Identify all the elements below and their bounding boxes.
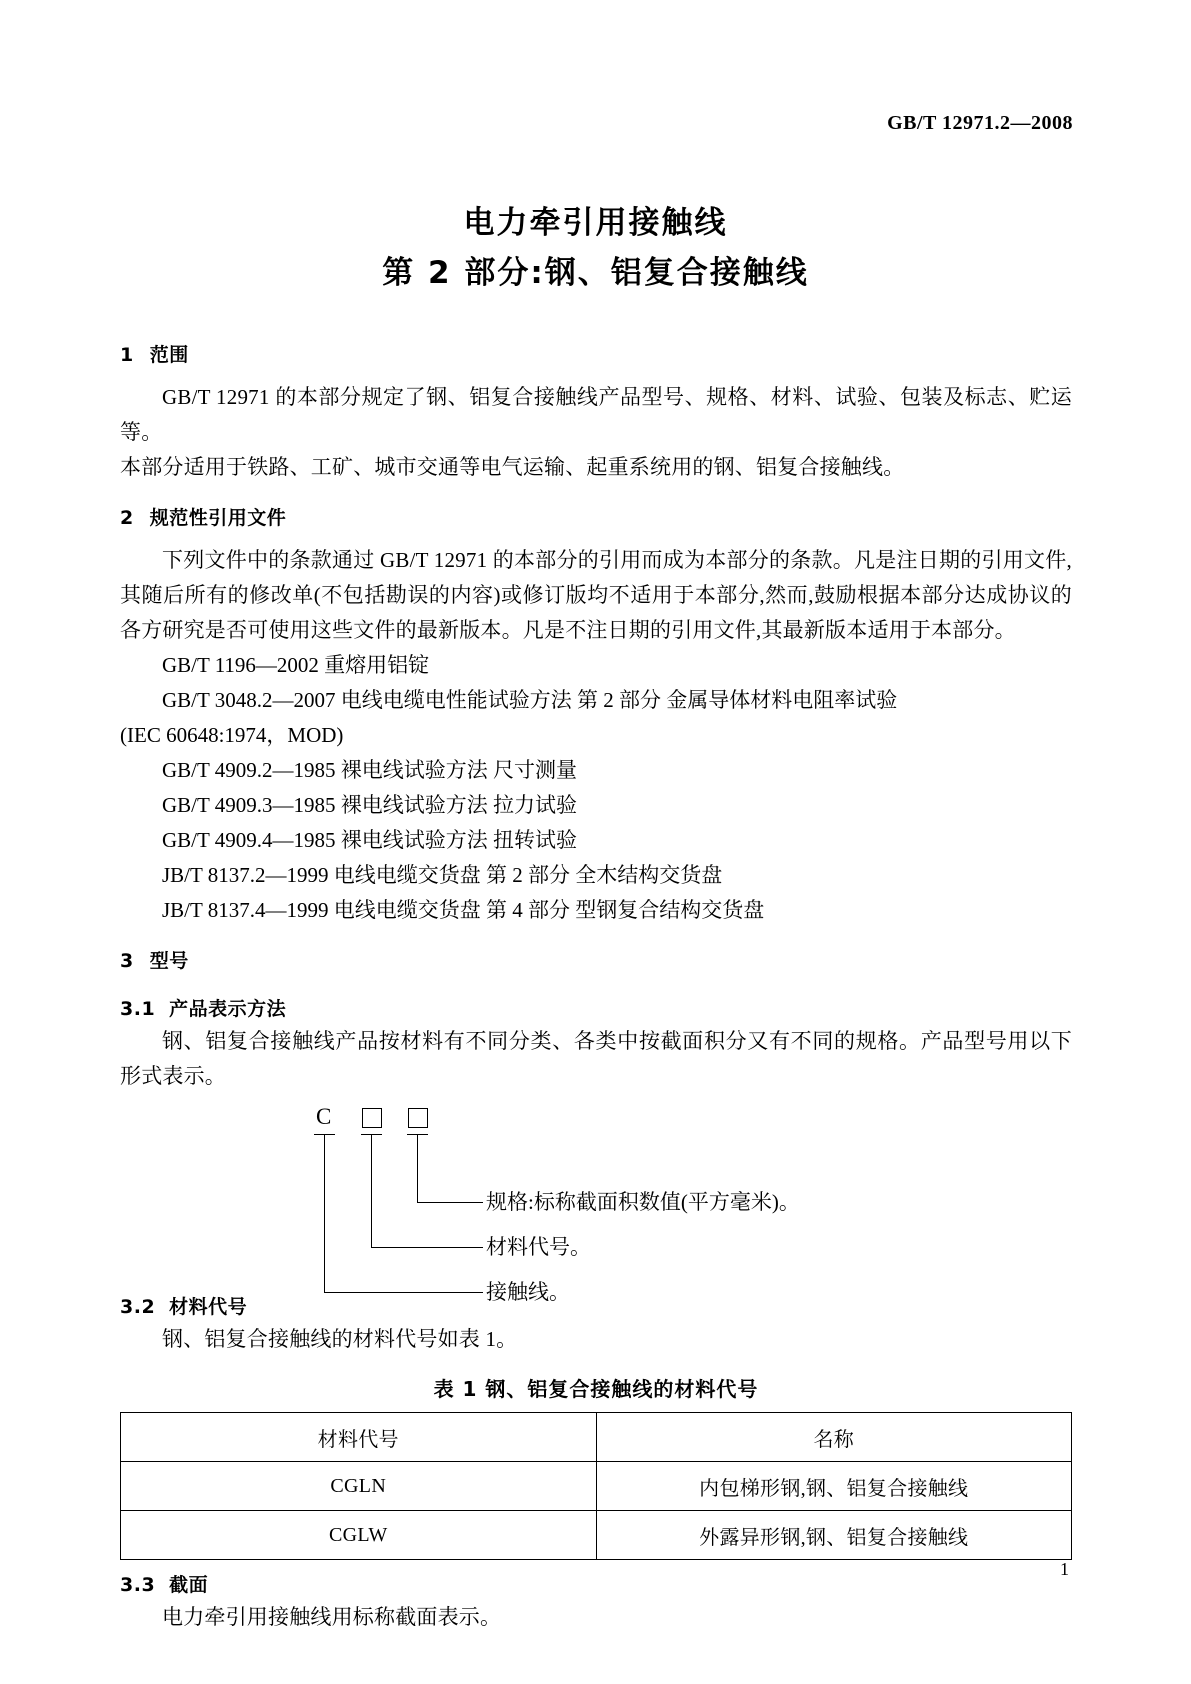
product-designation-diagram (120, 1104, 1072, 1304)
normative-reference-item: GB/T 1196—2002 重熔用铝锭 (162, 653, 430, 677)
normative-reference-item: GB/T 4909.2—1985 裸电线试验方法 尺寸测量 (162, 758, 577, 782)
designation-label-material: 材料代号。 (486, 1235, 591, 1259)
section-number-3-2: 3.2 (120, 1296, 156, 1318)
table-row (121, 1462, 1072, 1511)
designation-box-material (362, 1108, 382, 1128)
table-cell-code: CGLW (121, 1511, 597, 1560)
section-number-3: 3 (120, 950, 134, 972)
leader-cap-material (361, 1134, 382, 1135)
title-block (0, 198, 1191, 298)
section-heading-1 (120, 340, 1072, 370)
section-3-1-paragraph: 钢、铝复合接触线产品按材料有不同分类、各类中按截面积分又有不同的规格。产品型号用以下形式表示。 (120, 1029, 1072, 1088)
table-column-header-name: 名称 (596, 1413, 1072, 1462)
section-heading-3-3 (120, 1570, 1072, 1600)
document-title-line-1: 电力牵引用接触线 (463, 205, 728, 241)
table-1-material-codes (120, 1412, 1072, 1560)
table-header-row (121, 1413, 1072, 1462)
section-3-3-paragraph: 电力牵引用接触线用标称截面表示。 (162, 1605, 502, 1629)
table-column-header-code: 材料代号 (121, 1413, 597, 1462)
section-number-3-1: 3.1 (120, 998, 156, 1020)
page-number: 1 (1060, 1559, 1069, 1579)
table-cell-name: 内包梯形钢,钢、铝复合接触线 (596, 1462, 1072, 1511)
section-title-2: 规范性引用文件 (149, 507, 287, 529)
section-3-2-paragraph: 钢、铝复合接触线的材料代号如表 1。 (162, 1327, 518, 1351)
section-heading-2 (120, 503, 1072, 533)
leader-line-wire-horizontal (324, 1292, 483, 1293)
document-header (887, 112, 1073, 135)
section-2-paragraph: 下列文件中的条款通过 GB/T 12971 的本部分的引用而成为本部分的条款。凡是注日期的引用文件,其随后所有的修改单(不包括勘误的内容)或修订版均不适用于本部分,然而,鼓励根据本部分达成协议的各方研究是否可使用这些文件的最新版本。凡是不注日期的引用文件,其最新版本适用于本部分。 (120, 548, 1072, 642)
section-1-paragraph-line-2: 本部分适用于铁路、工矿、城市交通等电气运输、起重系统用的钢、铝复合接触线。 (120, 455, 905, 479)
section-title-3-1: 产品表示方法 (169, 998, 287, 1020)
document-body (120, 340, 1072, 1635)
section-number-2: 2 (120, 507, 134, 529)
leader-cap-spec (407, 1134, 428, 1135)
designation-label-spec: 规格:标称截面积数值(平方毫米)。 (486, 1190, 800, 1214)
document-title-line-2: 第 2 部分:钢、铝复合接触线 (382, 255, 809, 291)
leader-line-material-vertical (371, 1144, 372, 1247)
leader-line-material-horizontal (371, 1247, 483, 1248)
leader-line-spec-horizontal (417, 1202, 483, 1203)
normative-reference-item: JB/T 8137.4—1999 电线电缆交货盘 第 4 部分 型钢复合结构交货盘 (162, 898, 765, 922)
leader-cap-c (314, 1134, 335, 1135)
section-number-3-3: 3.3 (120, 1574, 156, 1596)
section-title-3-2: 材料代号 (169, 1296, 248, 1318)
section-title-3: 型号 (149, 950, 189, 972)
designation-letter-c: C (316, 1104, 332, 1129)
normative-reference-item: (IEC 60648:1974，MOD) (120, 723, 344, 747)
designation-box-spec (408, 1108, 428, 1128)
table-1-caption: 表 1 钢、铝复合接触线的材料代号 (433, 1377, 759, 1401)
leader-line-spec-vertical (417, 1144, 418, 1202)
table-cell-name: 外露异形钢,钢、铝复合接触线 (596, 1511, 1072, 1560)
section-title-1: 范围 (149, 344, 189, 366)
leader-tick-spec (417, 1134, 418, 1144)
normative-reference-item: JB/T 8137.2—1999 电线电缆交货盘 第 2 部分 全木结构交货盘 (162, 863, 723, 887)
leader-tick-c (324, 1134, 325, 1144)
designation-label-wire: 接触线。 (486, 1280, 570, 1304)
section-1-paragraph-line-1: GB/T 12971 的本部分规定了钢、铝复合接触线产品型号、规格、材料、试验、包装及标志、贮运等。 (120, 385, 1072, 444)
normative-reference-item: GB/T 4909.3—1985 裸电线试验方法 拉力试验 (162, 793, 577, 817)
section-heading-3-2 (120, 1292, 1072, 1322)
normative-reference-item: GB/T 4909.4—1985 裸电线试验方法 扭转试验 (162, 828, 577, 852)
section-number-1: 1 (120, 344, 134, 366)
table-row (121, 1511, 1072, 1560)
section-heading-3-1 (120, 994, 1072, 1024)
leader-line-wire-vertical (324, 1144, 325, 1292)
section-heading-3 (120, 946, 1072, 976)
section-title-3-3: 截面 (169, 1574, 209, 1596)
normative-reference-item: GB/T 3048.2—2007 电线电缆电性能试验方法 第 2 部分 金属导体材料电阻率试验 (162, 688, 898, 712)
leader-tick-material (371, 1134, 372, 1144)
standard-code: GB/T 12971.2—2008 (887, 112, 1073, 134)
table-cell-code: CGLN (121, 1462, 597, 1511)
